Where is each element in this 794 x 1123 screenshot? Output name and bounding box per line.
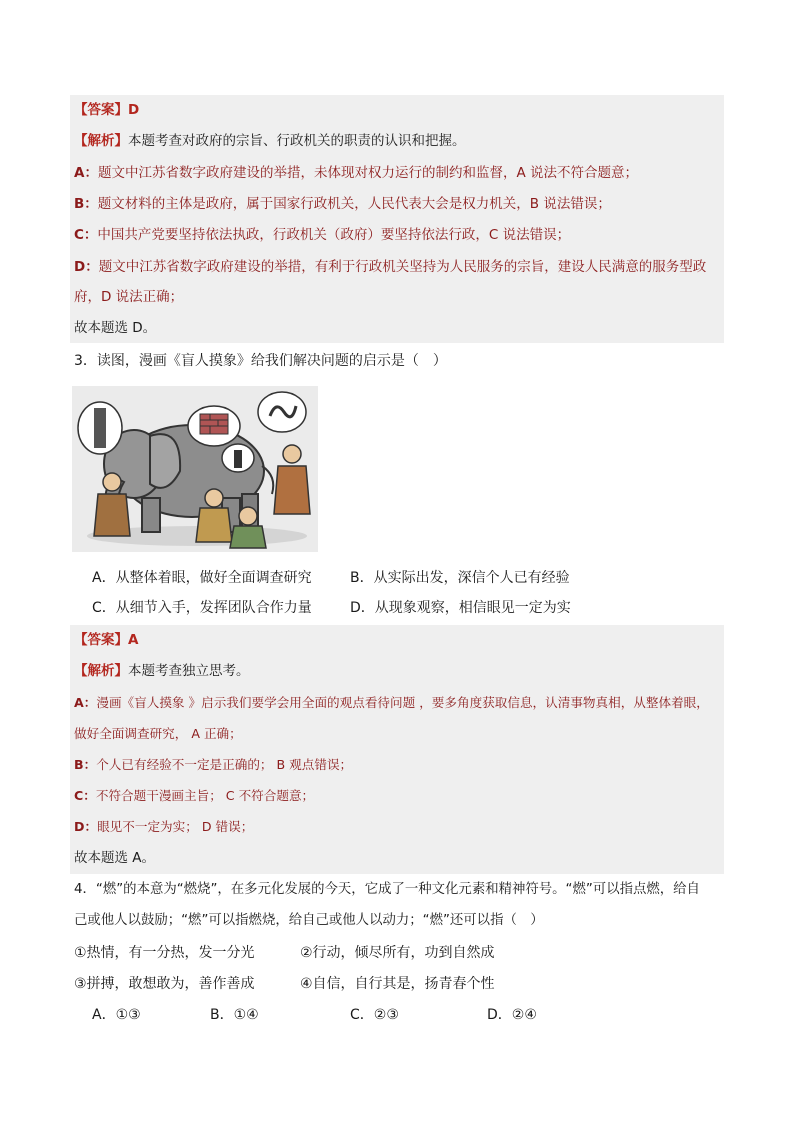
answer-label: 【答案】 [74, 102, 128, 118]
analysis-item-b: B：个人已有经验不一定是正确的； B 观点错误； [74, 757, 353, 772]
conclusion: 故本题选 D。 [74, 320, 157, 336]
analysis-item-d: D：题文中江苏省数字政府建设的举措，有利于行政机关坚持为人民服务的宗旨，建设人民满意的服务型政 [74, 259, 707, 275]
statement-1: ①热情，有一分热，发一分光 [74, 945, 255, 961]
analysis-text: 本题考查对政府的宗旨、行政机关的职责的认识和把握。 [128, 133, 466, 149]
answer-value: A [128, 632, 139, 648]
question-4-stem-line2: 己或他人以鼓励；“燃”可以指燃烧，给自己或他人以动力；“燃”还可以指（ ） [74, 913, 544, 928]
answer-value: D [128, 102, 140, 118]
analysis-item-b: B：题文材料的主体是政府，属于国家行政机关，人民代表大会是权力机关，B 说法错误； [74, 196, 611, 212]
statement-3: ③拼搏，敢想敢为，善作善成 [74, 976, 255, 992]
analysis-item-c: C：中国共产党要坚持依法执政，行政机关（政府）要坚持依法行政，C 说法错误； [74, 227, 571, 243]
analysis-item-a: A：题文中江苏省数字政府建设的举措，未体现对权力运行的制约和监督，A 说法不符合题意； [74, 165, 638, 181]
choice-c[interactable]: C．②③ [350, 1007, 399, 1023]
choice-a[interactable]: A．①③ [92, 1007, 141, 1023]
choice-c[interactable]: C．从细节入手，发挥团队合作力量 [92, 600, 312, 616]
choice-b[interactable]: B．从实际出发，深信个人已有经验 [350, 570, 570, 586]
conclusion: 故本题选 A。 [74, 850, 156, 866]
statement-2: ②行动，倾尽所有，功到自然成 [300, 945, 495, 961]
answer-label: 【答案】 [74, 632, 128, 648]
statement-4: ④自信，自行其是，扬青春个性 [300, 976, 495, 992]
analysis-item-c: C：不符合题干漫画主旨； C 不符合题意； [74, 788, 315, 803]
question-4-stem-line1: 4．“燃”的本意为“燃烧”，在多元化发展的今天，它成了一种文化元素和精神符号。“燃”可以指点燃，给自 [74, 882, 700, 897]
answer-line [74, 630, 138, 650]
analysis-item-a-cont: 做好全面调查研究， A 正确； [74, 726, 242, 741]
analysis-line [74, 131, 466, 151]
analysis-label: 【解析】 [74, 663, 128, 679]
choice-d[interactable]: D．从现象观察，相信眼见一定为实 [350, 600, 571, 616]
analysis-line [74, 661, 250, 681]
choice-b[interactable]: B．①④ [210, 1007, 259, 1023]
analysis-text: 本题考查独立思考。 [128, 663, 250, 679]
cartoon-blind-men-elephant [72, 386, 318, 552]
question-3-stem: 3．读图，漫画《盲人摸象》给我们解决问题的启示是（ ） [74, 353, 447, 369]
analysis-item-a: A：漫画《盲人摸象 》启示我们要学会用全面的观点看待问题 ，要多角度获取信息，认清事物真相，从整体着眼， [74, 695, 709, 710]
analysis-item-d: D：眼见不一定为实； D 错误； [74, 819, 254, 834]
analysis-label: 【解析】 [74, 133, 128, 149]
choice-d[interactable]: D．②④ [487, 1007, 537, 1023]
answer-line [74, 100, 139, 120]
elephant-cartoon-illustration [72, 386, 318, 552]
choice-a[interactable]: A．从整体着眼，做好全面调查研究 [92, 570, 312, 586]
analysis-item-d-cont: 府，D 说法正确； [74, 289, 184, 305]
